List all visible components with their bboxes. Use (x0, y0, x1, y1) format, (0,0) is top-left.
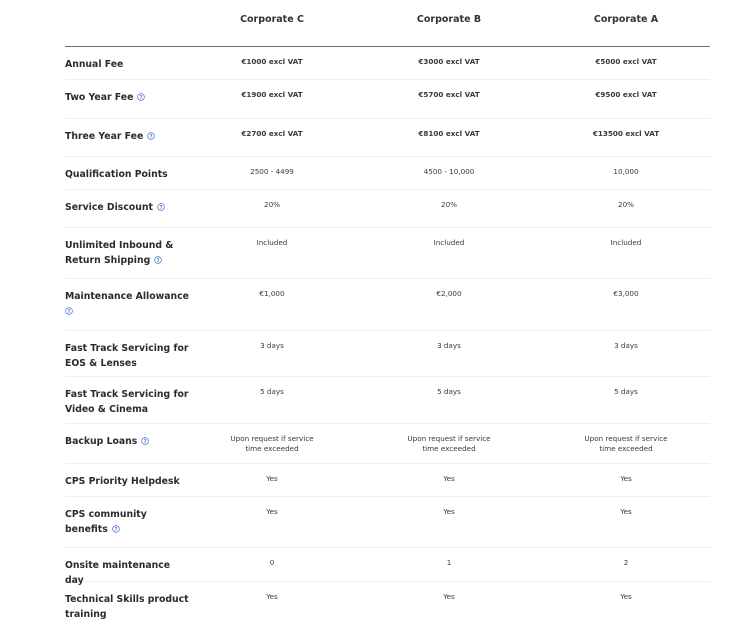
cell-value: Yes (620, 507, 632, 516)
cell-value: Yes (443, 507, 455, 516)
table-row (65, 464, 710, 497)
cell-value: 2500 - 4499 (250, 167, 294, 176)
cell-value: €5700 excl VAT (418, 90, 480, 99)
row-label: Three Year Fee ? (65, 129, 190, 144)
comparison-table (65, 0, 710, 626)
cell-value: Yes (266, 474, 278, 483)
row-label: Maintenance Allowance ? (65, 291, 189, 315)
cell-value: Upon request if service time exceeded (584, 434, 668, 453)
table-row (65, 497, 710, 548)
svg-text:?: ? (143, 439, 147, 445)
cell-value: 10,000 (613, 167, 639, 176)
cell-value: Included (610, 238, 642, 247)
table-row (65, 279, 710, 331)
cell-value: Included (433, 238, 465, 247)
table-row (65, 80, 710, 119)
svg-text:?: ? (67, 309, 71, 315)
cell-value: Upon request if service time exceeded (407, 434, 491, 453)
cell-value: Yes (620, 474, 632, 483)
info-icon[interactable] (112, 525, 120, 533)
cell-value: 3 days (614, 341, 638, 350)
row-label: Service Discount ? (65, 200, 190, 215)
cell-value: 20% (441, 200, 457, 209)
cell-value: 20% (264, 200, 280, 209)
row-label: Annual Fee (65, 59, 124, 70)
row-label: Unlimited Inbound & Return Shipping ? (65, 240, 174, 266)
table-row (65, 548, 710, 586)
info-icon[interactable] (157, 203, 165, 211)
svg-text:?: ? (156, 258, 160, 264)
cell-value: 1 (446, 558, 452, 567)
cell-value: 20% (618, 200, 634, 209)
cell-value: Upon request if service time exceeded (230, 434, 314, 453)
cell-value: €9500 excl VAT (595, 90, 657, 99)
info-icon[interactable] (141, 437, 149, 445)
cell-value: 0 (269, 558, 275, 567)
table-header (65, 0, 710, 47)
table-row (65, 377, 710, 424)
table-row (65, 119, 710, 157)
svg-text:?: ? (149, 134, 153, 140)
cell-value: Yes (443, 592, 455, 601)
cell-value: 3 days (437, 341, 461, 350)
column-header-corporate-a: Corporate A (593, 14, 659, 25)
table-row (65, 157, 710, 190)
table-row (65, 424, 710, 464)
cell-value: 5 days (437, 387, 461, 396)
cell-value: €1,000 (259, 289, 285, 298)
cell-value: Yes (620, 592, 632, 601)
cell-value: €3,000 (613, 289, 639, 298)
column-header-corporate-b: Corporate B (416, 14, 482, 25)
row-label: CPS Priority Helpdesk (65, 476, 180, 487)
info-icon[interactable] (137, 93, 145, 101)
cell-value: 4500 - 10,000 (423, 167, 475, 176)
cell-value: Included (256, 238, 288, 247)
row-label: Onsite maintenance day (65, 560, 171, 586)
cell-value: Yes (443, 474, 455, 483)
info-icon[interactable] (147, 132, 155, 140)
table-row (65, 331, 710, 377)
cell-value: Yes (266, 507, 278, 516)
table-row (65, 47, 710, 80)
row-label: Two Year Fee ? (65, 90, 190, 105)
cell-value: €2,000 (436, 289, 462, 298)
cell-value: €13500 excl VAT (592, 129, 660, 138)
table-row (65, 228, 710, 279)
info-icon[interactable] (65, 307, 73, 315)
cell-value: 5 days (614, 387, 638, 396)
cell-value: €3000 excl VAT (418, 57, 480, 66)
row-label: Backup Loans ? (65, 434, 190, 449)
svg-text:?: ? (140, 95, 143, 101)
cell-value: 5 days (260, 387, 284, 396)
svg-text:?: ? (114, 527, 118, 533)
cell-value: €8100 excl VAT (418, 129, 480, 138)
cell-value: 2 (623, 558, 629, 567)
cell-value: 3 days (260, 341, 284, 350)
cell-value: Yes (266, 592, 278, 601)
cell-value: €1900 excl VAT (241, 90, 303, 99)
svg-text:?: ? (159, 205, 163, 211)
table-row (65, 582, 710, 626)
column-header-corporate-c: Corporate C (240, 14, 304, 25)
table-row (65, 190, 710, 228)
cell-value: €5000 excl VAT (595, 57, 657, 66)
row-label: Qualification Points (65, 169, 168, 180)
row-label: Fast Track Servicing for EOS & Lenses (65, 343, 189, 369)
row-label: Technical Skills product training (65, 594, 189, 620)
cell-value: €2700 excl VAT (241, 129, 303, 138)
row-label: CPS community benefits ? (65, 509, 147, 535)
info-icon[interactable] (154, 256, 162, 264)
row-label: Fast Track Servicing for Video & Cinema (65, 389, 189, 415)
cell-value: €1000 excl VAT (241, 57, 303, 66)
